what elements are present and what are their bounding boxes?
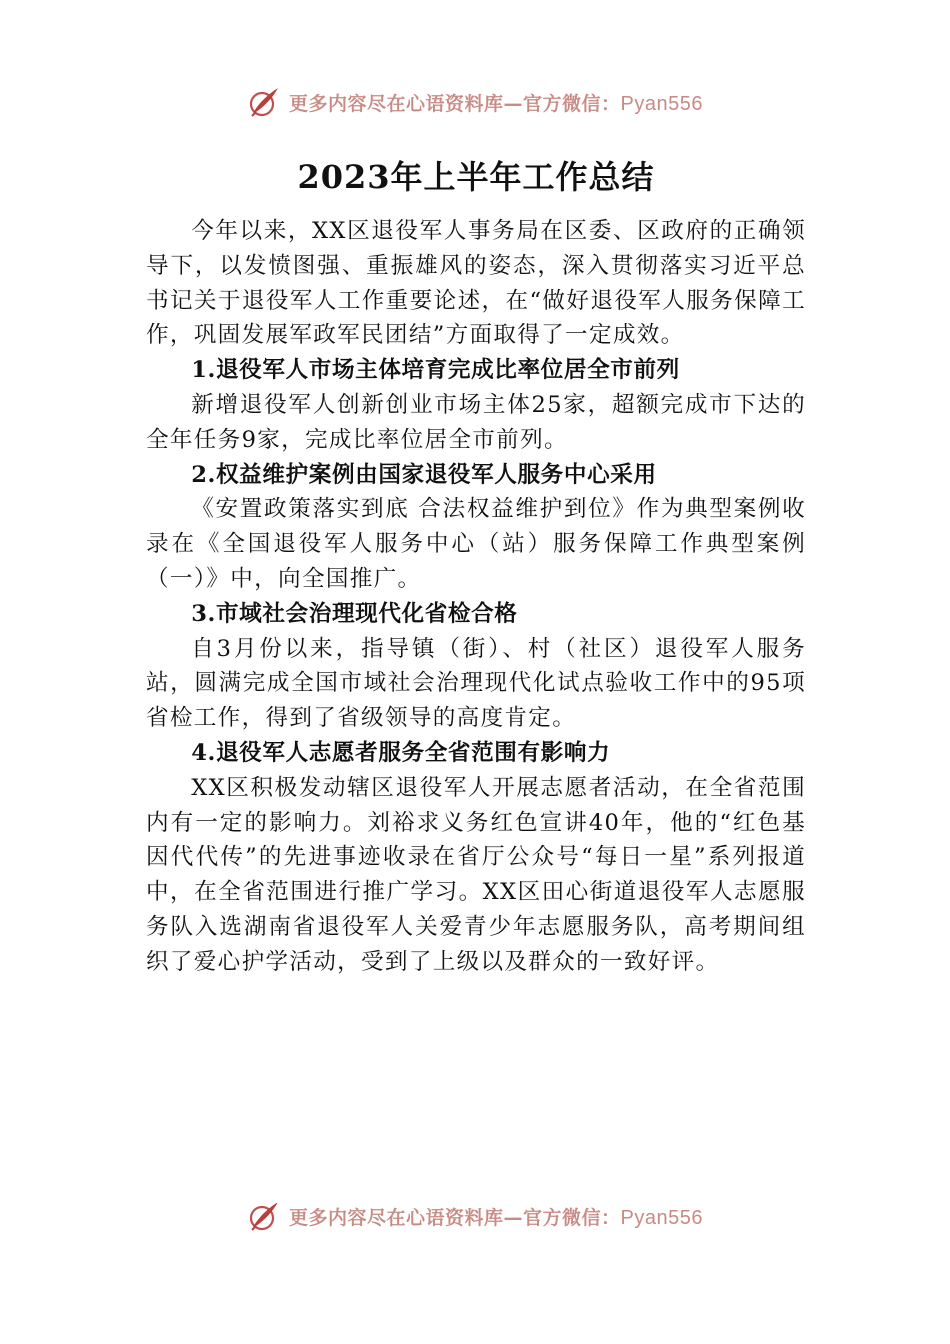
watermark-text: 更多内容尽在心语资料库—官方微信：Pyan556 (289, 92, 703, 115)
watermark-wechat-id: Pyan556 (620, 92, 703, 115)
section-heading-4: 4.退役军人志愿者服务全省范围有影响力 (191, 739, 611, 766)
quill-logo-icon (247, 1203, 281, 1233)
watermark-wechat-id: Pyan556 (620, 1206, 703, 1229)
quill-logo-icon (247, 85, 281, 119)
section-body-1: 新增退役军人创新创业市场主体25家，超额完成市下达的全年任务9家，完成比率位居全市前列。 (146, 391, 806, 453)
watermark-text: 更多内容尽在心语资料库—官方微信：Pyan556 (289, 1206, 703, 1229)
section-heading-3: 3.市域社会治理现代化省检合格 (191, 600, 518, 627)
section-heading-1: 1.退役军人市场主体培育完成比率位居全市前列 (191, 357, 680, 384)
section-body-3: 自3月份以来，指导镇（街）、村（社区）退役军人服务站，圆满完成全国市域社会治理现代化试点验收工作中的95项省检工作，得到了省级领导的高度肯定。 (146, 635, 806, 732)
page-title: 2023年上半年工作总结 (297, 158, 655, 196)
header-watermark (0, 82, 950, 122)
footer-watermark (0, 1203, 950, 1237)
section-body-4: XX区积极发动辖区退役军人开展志愿者活动，在全省范围内有一定的影响力。刘裕求义务红色宣讲40年，他的“红色基因代代传”的先进事迹收录在省厅公众号“每日一星”系列报道中，在全省范围进行推广学习。XX区田心街道退役军人志愿服务队入选湖南省退役军人关爱青少年志愿服务队，高考期间组织了爱心护学活动，受到了上级以及群众的一致好评。 (146, 774, 806, 975)
intro-paragraph: 今年以来，XX区退役军人事务局在区委、区政府的正确领导下，以发愤图强、重振雄风的姿态，深入贯彻落实习近平总书记关于退役军人工作重要论述，在“做好退役军人服务保障工作，巩固发展军政军民团结”方面取得了一定成效。 (146, 218, 806, 349)
section-body-2: 《安置政策落实到底 合法权益维护到位》作为典型案例收录在《全国退役军人服务中心（站）服务保障工作典型案例（一）》中，向全国推广。 (146, 496, 806, 592)
document-body (146, 150, 806, 980)
section-heading-2: 2.权益维护案例由国家退役军人服务中心采用 (191, 461, 657, 488)
